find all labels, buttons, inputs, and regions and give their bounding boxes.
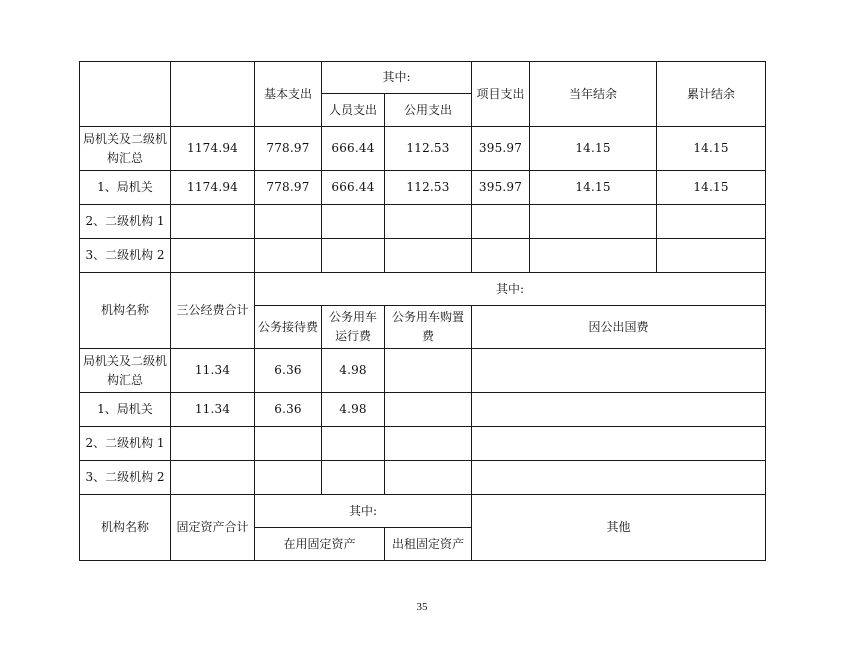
row-name: 3、二级机构 2 [80,461,171,495]
row-vehicle-purchase [385,393,472,427]
row-overseas [472,461,766,495]
section1-header-year-balance: 当年结余 [530,62,657,127]
section3-header-other: 其他 [472,495,766,561]
section3-header-in-use: 在用固定资产 [255,528,385,561]
row-name: 局机关及二级机构汇总 [80,349,171,393]
section2-header-org-name: 机构名称 [80,273,171,349]
section1-header-personnel: 人员支出 [322,94,385,127]
row-total [171,239,255,273]
row-cumulative-balance: 14.15 [657,171,766,205]
section1-header-basic: 基本支出 [255,62,322,127]
row-total [171,205,255,239]
row-cumulative-balance [657,239,766,273]
row-basic [255,239,322,273]
section2-header-reception: 公务接待费 [255,306,322,349]
row-project: 395.97 [472,127,530,171]
section3-header-org-name: 机构名称 [80,495,171,561]
section2-header-vehicle-purchase: 公务用车购置费 [385,306,472,349]
budget-table [79,61,766,561]
row-reception: 6.36 [255,393,322,427]
row-reception: 6.36 [255,349,322,393]
row-personnel [322,205,385,239]
row-total: 1174.94 [171,127,255,171]
row-cumulative-balance [657,205,766,239]
row-total [171,461,255,495]
row-year-balance: 14.15 [530,127,657,171]
row-name: 1、局机关 [80,171,171,205]
row-public: 112.53 [385,171,472,205]
row-project [472,239,530,273]
section2-header-total: 三公经费合计 [171,273,255,349]
row-vehicle-purchase [385,349,472,393]
row-reception [255,427,322,461]
row-year-balance: 14.15 [530,171,657,205]
row-overseas [472,427,766,461]
row-basic: 778.97 [255,171,322,205]
table-row [80,171,766,205]
row-basic [255,205,322,239]
row-name: 2、二级机构 1 [80,427,171,461]
section3-header-total: 固定资产合计 [171,495,255,561]
row-year-balance [530,239,657,273]
row-vehicle-operation: 4.98 [322,349,385,393]
row-project: 395.97 [472,171,530,205]
row-public [385,239,472,273]
section1-header-project: 项目支出 [472,62,530,127]
table-row [80,239,766,273]
table-row [80,349,766,393]
row-vehicle-operation [322,461,385,495]
row-total: 11.34 [171,393,255,427]
section2-header-row [80,273,766,306]
page-number: 35 [416,601,428,613]
section2-header-vehicle-operation: 公务用车运行费 [322,306,385,349]
row-overseas [472,349,766,393]
section3-header-of-which: 其中: [255,495,472,528]
section1-header-row [80,62,766,94]
row-personnel: 666.44 [322,127,385,171]
table-row [80,427,766,461]
section1-header-org-blank [80,62,171,127]
row-reception [255,461,322,495]
row-total: 1174.94 [171,171,255,205]
section1-header-public: 公用支出 [385,94,472,127]
row-name: 2、二级机构 1 [80,205,171,239]
row-vehicle-operation: 4.98 [322,393,385,427]
row-project [472,205,530,239]
row-year-balance [530,205,657,239]
section1-header-of-which: 其中: [322,62,472,94]
section3-header-leased-out: 出租固定资产 [385,528,472,561]
row-name: 1、局机关 [80,393,171,427]
table-row [80,127,766,171]
row-basic: 778.97 [255,127,322,171]
row-name: 局机关及二级机构汇总 [80,127,171,171]
section3-header-row [80,495,766,528]
row-total [171,427,255,461]
row-vehicle-operation [322,427,385,461]
row-personnel: 666.44 [322,171,385,205]
section2-header-overseas: 因公出国费 [472,306,766,349]
section1-header-cumulative-balance: 累计结余 [657,62,766,127]
row-personnel [322,239,385,273]
row-overseas [472,393,766,427]
row-total: 11.34 [171,349,255,393]
section1-header-total-blank [171,62,255,127]
row-name: 3、二级机构 2 [80,239,171,273]
table-row [80,461,766,495]
table-row [80,205,766,239]
row-public [385,205,472,239]
section2-header-of-which: 其中: [255,273,766,306]
row-vehicle-purchase [385,427,472,461]
table-row [80,393,766,427]
row-cumulative-balance: 14.15 [657,127,766,171]
row-public: 112.53 [385,127,472,171]
row-vehicle-purchase [385,461,472,495]
